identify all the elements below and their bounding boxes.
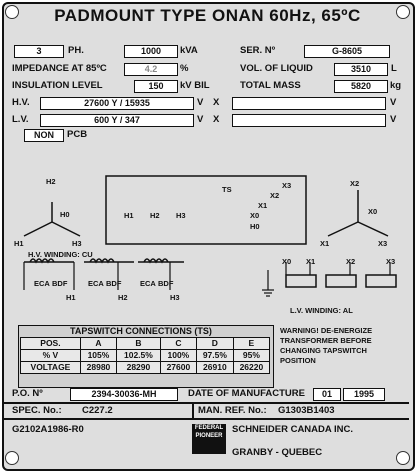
- lv-unit-x: X: [213, 114, 220, 125]
- man-ref-label: MAN. REF. No.:: [198, 405, 267, 416]
- tap-header: A: [80, 338, 116, 350]
- bottom-h3-label: H3: [170, 293, 180, 302]
- box-h0-label: H0: [250, 222, 260, 231]
- box-h1-label: H1: [124, 211, 134, 220]
- impedance-label: IMPEDANCE AT 85ºC: [12, 63, 107, 74]
- lv-second-value: [232, 114, 386, 127]
- lv-unit-v: V: [197, 114, 204, 125]
- lv-coil: [326, 275, 356, 287]
- non-box: NON: [24, 129, 64, 142]
- hv-h1-label: H1: [14, 239, 24, 248]
- nameplate-title: PADMOUNT TYPE ONAN 60Hz, 65ºC: [54, 6, 361, 25]
- tapswitch-row: [21, 362, 270, 374]
- tapswitch-table: [20, 337, 270, 374]
- bdf-label: BDF: [158, 279, 174, 288]
- hv-wye-line: [24, 222, 52, 236]
- lv-x3-label: X3: [378, 239, 388, 248]
- tap-cell: 27600: [160, 362, 196, 374]
- impedance-unit: %: [180, 63, 189, 74]
- lv-coil: [286, 275, 316, 287]
- lv-coil: [366, 275, 396, 287]
- box-h3-label: H3: [176, 211, 186, 220]
- liquid-value: 3510: [334, 63, 388, 76]
- pcb-label: PCB: [67, 129, 88, 140]
- mass-unit: kg: [390, 80, 402, 91]
- box-x1-label: X1: [258, 201, 268, 210]
- tap-header: C: [160, 338, 196, 350]
- box-x0-label: X0: [250, 211, 260, 220]
- spec-label: SPEC. No.:: [12, 405, 62, 416]
- hv-unit-v2: V: [390, 97, 397, 108]
- box-x3-label: X3: [282, 181, 292, 190]
- bdf-label: BDF: [52, 279, 68, 288]
- man-ref-value: G1303B1403: [278, 405, 335, 416]
- divider: [4, 402, 409, 404]
- tap-cell: 95%: [233, 350, 269, 362]
- tap-cell: 28290: [117, 362, 161, 374]
- hv-second-value: [232, 97, 386, 110]
- lv-x1-label: X1: [320, 239, 330, 248]
- serial-value: G-8605: [304, 45, 390, 58]
- hv-coil: [138, 259, 184, 262]
- tap-cell: 97.5%: [196, 350, 233, 362]
- warning-text: WARNING! DE-ENERGIZE TRANSFORMER BEFORE CHANGING TAPSWITCH POSITION: [280, 326, 373, 365]
- hv-wye-line: [52, 222, 80, 236]
- tap-cell: 28980: [80, 362, 116, 374]
- lv-label: L.V.: [12, 114, 29, 125]
- bottom-h2-label: H2: [118, 293, 128, 302]
- tap-header: E: [233, 338, 269, 350]
- logo-text: FEDERAL PIONEER: [194, 425, 224, 439]
- kva-value: 1000: [124, 45, 178, 58]
- lv-wye-line: [358, 222, 388, 236]
- tap-cell: 105%: [80, 350, 116, 362]
- eca-label: ECA: [140, 279, 156, 288]
- phases-label: PH.: [68, 45, 84, 56]
- po-value: 2394-30036-MH: [70, 388, 178, 401]
- bottom-h1-label: H1: [66, 293, 76, 302]
- divider: [4, 418, 409, 420]
- tap-cell: % V: [21, 350, 81, 362]
- tapswitch-header-row: [21, 338, 270, 350]
- serial-label: SER. Nº: [240, 45, 276, 56]
- tapswitch-title: TAPSWITCH CONNECTIONS (TS): [70, 326, 212, 336]
- hv-h2-label: H2: [46, 177, 56, 186]
- tap-cell: 102.5%: [117, 350, 161, 362]
- eca-label: ECA: [34, 279, 50, 288]
- kva-label: kVA: [180, 45, 198, 56]
- tap-cell: 100%: [160, 350, 196, 362]
- part-number: G2102A1986-R0: [12, 424, 84, 435]
- tap-cell: 26220: [233, 362, 269, 374]
- lv-unit-v2: V: [390, 114, 397, 125]
- tap-header: B: [117, 338, 161, 350]
- insulation-unit: kV BIL: [180, 80, 210, 91]
- divider: [192, 402, 194, 418]
- mount-hole-bottom-right: [396, 451, 410, 465]
- lv-winding-label: L.V. WINDING: AL: [290, 306, 353, 315]
- tap-header: POS.: [21, 338, 81, 350]
- city: GRANBY - QUEBEC: [232, 447, 323, 458]
- ts-label: TS: [222, 185, 232, 194]
- insulation-value: 150: [134, 80, 178, 93]
- hv-h3-label: H3: [72, 239, 82, 248]
- phases-value: 3: [14, 45, 64, 58]
- tap-cell: VOLTAGE: [21, 362, 81, 374]
- tapswitch-row: [21, 350, 270, 362]
- mount-hole-bottom-left: [5, 451, 19, 465]
- lv-term-x2: X2: [346, 257, 356, 266]
- tap-header: D: [196, 338, 233, 350]
- lv-wye-line: [328, 222, 358, 236]
- lv-term-x1: X1: [306, 257, 316, 266]
- liquid-label: VOL. OF LIQUID: [240, 63, 313, 74]
- tap-cell: 26910: [196, 362, 233, 374]
- hv-unit-v: V: [197, 97, 204, 108]
- impedance-value: 4.2: [124, 63, 178, 76]
- lv-x0-label: X0: [368, 207, 378, 216]
- hv-unit-x: X: [213, 97, 220, 108]
- bdf-label: BDF: [106, 279, 122, 288]
- box-h2-label: H2: [150, 211, 160, 220]
- company-name: SCHNEIDER CANADA INC.: [232, 424, 354, 435]
- lv-value: 600 Y / 347: [40, 114, 194, 127]
- federal-pioneer-logo: [192, 424, 226, 454]
- lv-x2-label: X2: [350, 179, 360, 188]
- po-label: P.O. Nº: [12, 388, 43, 399]
- hv-h0-label: H0: [60, 210, 70, 219]
- liquid-unit: L: [391, 63, 397, 74]
- hv-winding-label: H.V. WINDING: CU: [28, 250, 93, 259]
- hv-label: H.V.: [12, 97, 30, 108]
- lv-term-x0: X0: [282, 257, 292, 266]
- hv-value: 27600 Y / 15935: [40, 97, 194, 110]
- date-month: 01: [313, 388, 341, 401]
- date-year: 1995: [343, 388, 385, 401]
- box-x2-label: X2: [270, 191, 280, 200]
- wiring-diagram: [0, 150, 415, 325]
- eca-label: ECA: [88, 279, 104, 288]
- lv-term-x3: X3: [386, 257, 396, 266]
- tapswitch-box: [106, 176, 306, 244]
- date-label: DATE OF MANUFACTURE: [188, 388, 305, 399]
- spec-value: C227.2: [82, 405, 113, 416]
- mass-value: 5820: [334, 80, 388, 93]
- insulation-label: INSULATION LEVEL: [12, 80, 103, 91]
- mass-label: TOTAL MASS: [240, 80, 301, 91]
